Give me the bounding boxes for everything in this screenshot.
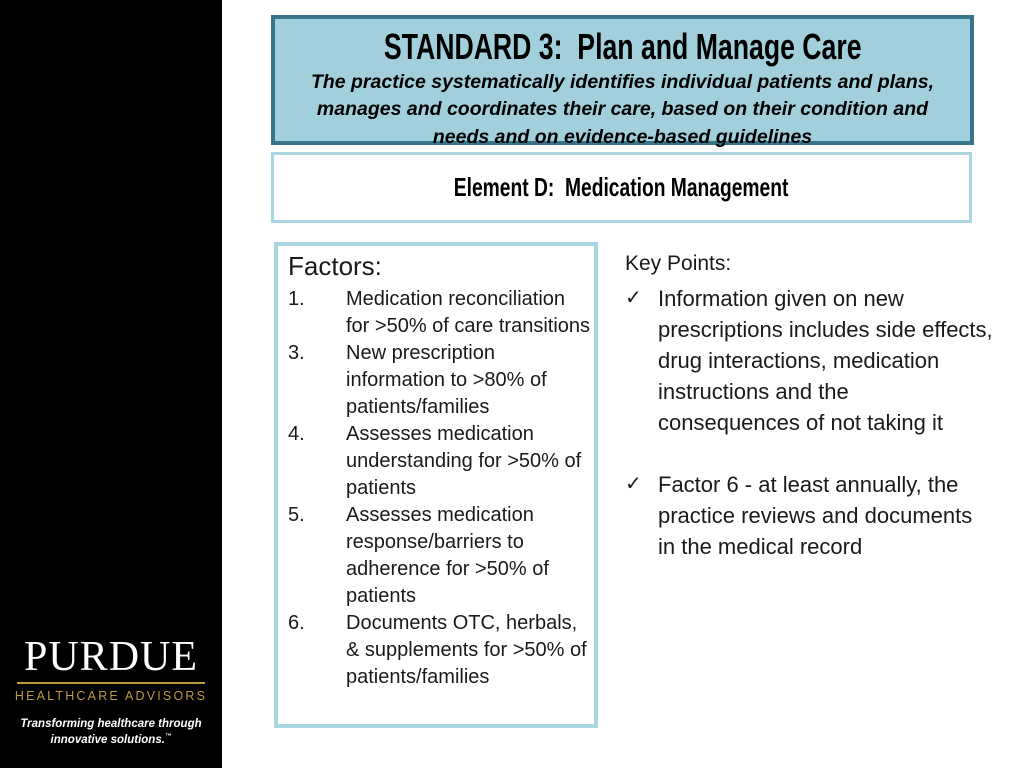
checkmark-icon: ✓ (625, 473, 642, 495)
checkmark-icon: ✓ (625, 287, 642, 309)
factor-item (288, 286, 590, 340)
key-point-item (625, 469, 993, 562)
slide-title-row (275, 26, 970, 68)
factor-number: 1. (288, 288, 305, 310)
element-banner (271, 152, 972, 223)
logo-brand-text: PURDUE (23, 633, 199, 680)
logo-tagline-line2: innovative solutions. (50, 733, 165, 746)
logo-division-text: HEALTHCARE ADVISORS (14, 688, 208, 703)
logo-gold-divider (17, 682, 205, 684)
factor-number: 6. (288, 612, 305, 634)
factor-text: Assesses medication understanding for >50% of patients (346, 423, 582, 499)
key-points-panel (625, 252, 993, 562)
key-point-text: Information given on new prescriptions includes side effects, drug interactions, medication instructions and the consequences of not taking it (658, 286, 993, 435)
factors-heading: Factors: (288, 251, 382, 281)
left-black-panel (0, 0, 222, 768)
factor-item (288, 421, 590, 502)
slide-title: STANDARD 3: Plan and Manage Care (383, 26, 862, 67)
factor-text: New prescription information to >80% of patients/families (346, 342, 547, 418)
purdue-logo (14, 633, 208, 748)
factor-number: 5. (288, 504, 305, 526)
key-point-text: Factor 6 - at least annually, the practice reviews and documents in the medical record (658, 472, 973, 559)
factor-number: 3. (288, 342, 305, 364)
standard-header-box (271, 15, 974, 148)
key-point-item (625, 283, 993, 438)
key-points-heading: Key Points: (625, 252, 732, 275)
factor-text: Documents OTC, herbals, & supplements for >50% of patients/families (346, 612, 587, 688)
slide-subtitle: The practice systematically identifies individual patients and plans, manages and coordinates their care, based on their condition and needs and on evidence-based guidelines (310, 71, 935, 148)
factor-item (288, 610, 590, 691)
trademark-symbol: ™ (164, 733, 172, 741)
factor-text: Medication reconciliation for >50% of care transitions (346, 288, 591, 337)
factor-item (288, 502, 590, 610)
factor-text: Assesses medication response/barriers to adherence for >50% of patients (346, 504, 549, 607)
logo-tagline-line1: Transforming healthcare through (20, 717, 202, 730)
factor-item (288, 340, 590, 421)
factors-panel (274, 242, 598, 728)
element-banner-text: Element D: Medication Management (454, 172, 789, 202)
factors-list (288, 286, 590, 691)
logo-tagline (14, 716, 208, 748)
factor-number: 4. (288, 423, 305, 445)
